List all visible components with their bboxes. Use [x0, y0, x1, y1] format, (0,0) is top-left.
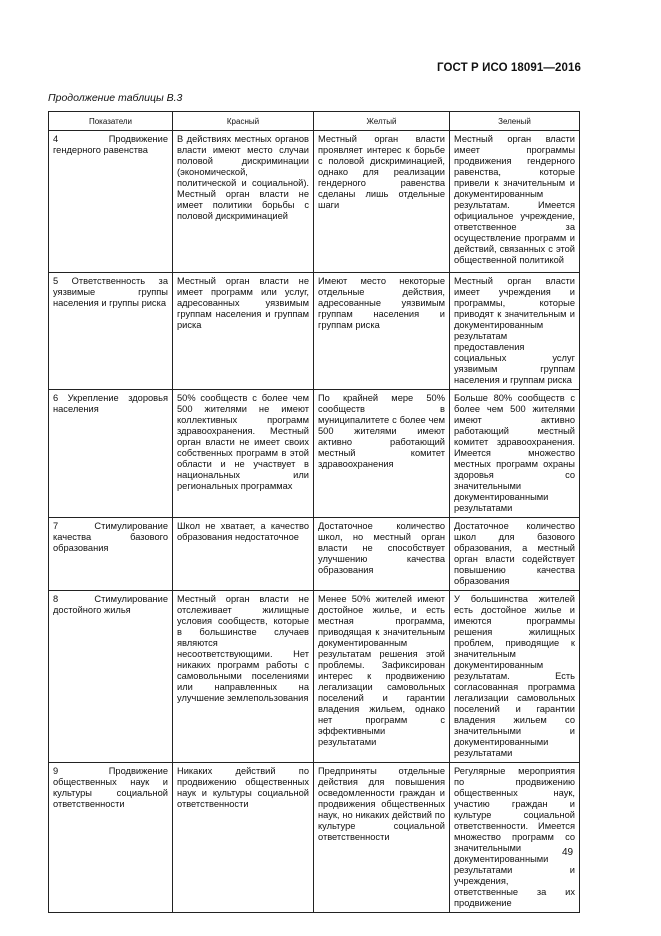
yellow-cell: Достаточное количество школ, но местный орган власти не способствует улучшению качества образования [314, 518, 450, 591]
green-cell: Местный орган власти имеет учреждения и программы, которые приводят к значительным и документированным результатам предоставления социальных услуг уязвимым группам населения и группам риска [450, 273, 580, 390]
red-cell: Никаких действий по продвижению общественных наук и культуры социальной ответственности [173, 763, 314, 913]
green-cell: Регулярные мероприятия по продвижению общественных наук, участию граждан и культуре социальной ответственности. Имеется множество программ со значительными документированными результатами и учреждения, ответственные за их продвижение [450, 763, 580, 913]
green-cell: Местный орган власти имеет программы продвижения гендерного равенства, которые привели к значительным и документированным результатам. Имеется официальное учреждение, ответственное за осуществление программ и действий, связанных с этой общественной политикой [450, 131, 580, 273]
yellow-cell: Местный орган власти проявляет интерес к борьбе с половой дискриминацией, однако для реализации гендерного равенства сделаны лишь отдельные шаги [314, 131, 450, 273]
red-cell: Школ не хватает, а качество образования недостаточное [173, 518, 314, 591]
indicator-cell: 6 Укрепление здоровья населения [49, 390, 173, 518]
yellow-cell: Менее 50% жителей имеют достойное жилье, и есть местная программа, приводящая к значительным документированным результатам решения этой проблемы. Зафиксирован интерес к продвижению легализации самовольных поселений и гарантии владения жильем, однако нет программ с эффективными результатами [314, 591, 450, 763]
indicator-cell: 5 Ответственность за уязвимые группы населения и группы риска [49, 273, 173, 390]
column-header-indicators: Показатели [49, 112, 173, 131]
indicator-cell: 9 Продвижение общественных наук и культуры социальной ответственности [49, 763, 173, 913]
table-row [49, 591, 580, 763]
green-cell: Больше 80% сообществ с более чем 500 жителями имеют активно работающий местный комитет здравоохранения. Имеется множество местных программ охраны здоровья со значительными документированными результатами [450, 390, 580, 518]
red-cell: В действиях местных органов власти имеют место случаи половой дискриминации (экономической, политической и социальной). Местный орган власти не имеет политики борьбы с половой дискриминацией [173, 131, 314, 273]
table-row [49, 518, 580, 591]
indicator-cell: 7 Стимулирование качества базового образования [49, 518, 173, 591]
table-row [49, 763, 580, 913]
standard-code: ГОСТ Р ИСО 18091—2016 [436, 62, 581, 74]
yellow-cell: Имеют место некоторые отдельные действия, адресованные уязвимым группам населения и группам риска [314, 273, 450, 390]
page-number: 49 [562, 847, 574, 858]
table-row [49, 273, 580, 390]
green-cell: Достаточное количество школ для базового образования, а местный орган власти содействует повышению качества образования [450, 518, 580, 591]
column-header-green: Зеленый [450, 112, 580, 131]
yellow-cell: Предприняты отдельные действия для повышения осведомленности граждан и продвижения общественных наук, но никаких действий по культуре социальной ответственности [314, 763, 450, 913]
indicators-table [48, 111, 580, 913]
yellow-cell: По крайней мере 50% сообществ в муниципалитете с более чем 500 жителями имеют активно работающий местный комитет здравоохранения [314, 390, 450, 518]
table-row [49, 390, 580, 518]
red-cell: Местный орган власти не имеет программ или услуг, адресованных уязвимым группам населения и группам риска [173, 273, 314, 390]
table-header-row [49, 112, 580, 131]
red-cell: 50% сообществ с более чем 500 жителями не имеют коллективных программ здравоохранения. Местный орган власти не имеет своих собственных программ в этой области и не участвует в национальных или региональных программах [173, 390, 314, 518]
indicator-cell: 8 Стимулирование достойного жилья [49, 591, 173, 763]
column-header-red: Красный [173, 112, 314, 131]
green-cell: У большинства жителей есть достойное жилье и имеются программы решения жилищных проблем, приводящие к значительным документированным результатам. Есть согласованная программа легализации самовольных поселений и гарантии владения жильем со значительными и документированными результатами [450, 591, 580, 763]
red-cell: Местный орган власти не отслеживает жилищные условия сообществ, которые в большинстве случаев являются несоответствующими. Нет никаких программ работы с самовольными поселениями или направленных на улучшение землепользования [173, 591, 314, 763]
indicator-cell: 4 Продвижение гендерного равенства [49, 131, 173, 273]
column-header-yellow: Желтый [314, 112, 450, 131]
table-row [49, 131, 580, 273]
table-caption: Продолжение таблицы В.3 [48, 92, 183, 104]
